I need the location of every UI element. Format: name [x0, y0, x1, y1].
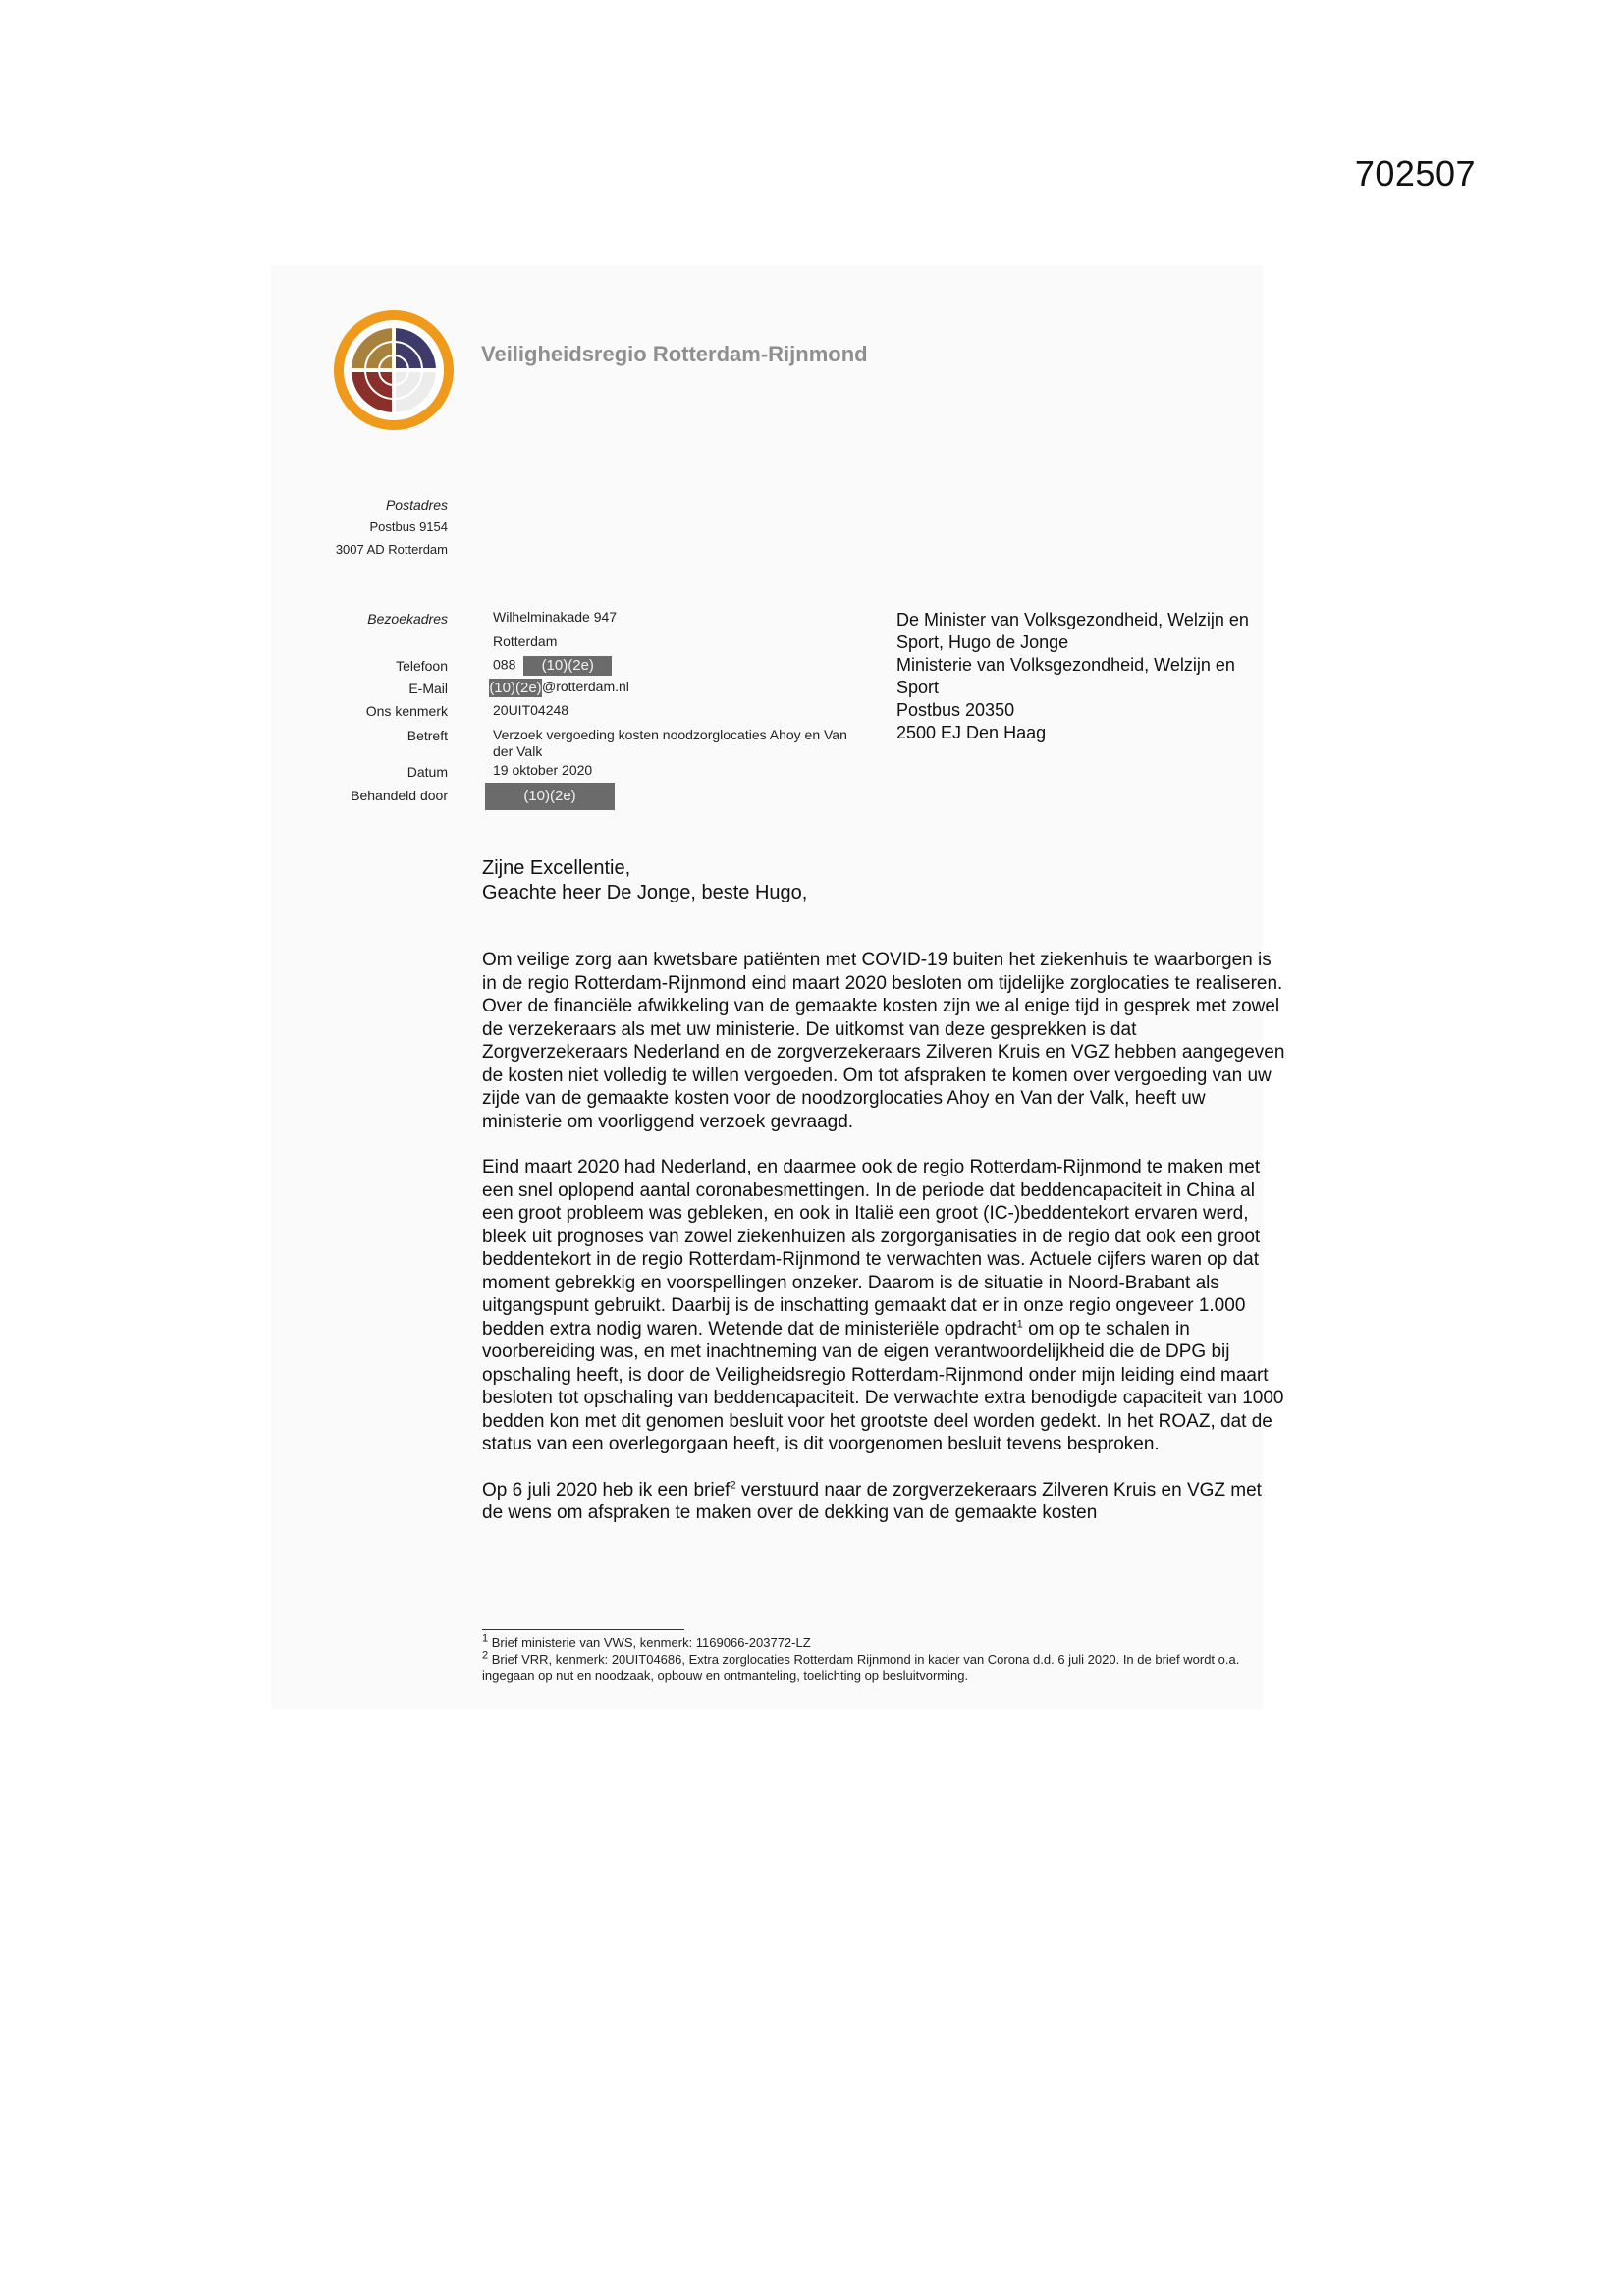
email-domain: @rotterdam.nl: [542, 679, 629, 695]
visit-line2: Rotterdam: [493, 633, 558, 649]
footnote-2: [482, 1651, 1258, 1684]
phone-prefix: 088: [493, 656, 516, 673]
phone-value: [493, 656, 612, 676]
footnote-ref-2: 2: [730, 1479, 736, 1492]
handled-by-redaction: (10)(2e): [485, 783, 615, 810]
footnote-mark: 2: [482, 1649, 489, 1662]
subject-label: Betreft: [406, 728, 448, 743]
body-paragraph-3: [482, 1479, 1287, 1525]
handled-by-label: Behandeld door: [351, 788, 448, 803]
body-text: verstuurd naar de zorgverzekeraars Zilveren Kruis en VGZ met de wens om afspraken te maken over de dekking van de gemaakte kosten: [482, 1479, 1262, 1523]
visit-label: Bezoekadres: [367, 611, 448, 627]
body-text: Op 6 juli 2020 heb ik een brief: [482, 1479, 731, 1501]
reference-value: 20UIT04248: [493, 702, 569, 718]
date-label: Datum: [406, 764, 448, 780]
subject-line1: Verzoek vergoeding kosten noodzorglocaties Ahoy en Van: [493, 727, 847, 742]
recipient-line: Sport: [896, 678, 940, 697]
footnote-ref-1: 1: [1016, 1318, 1023, 1331]
vrr-logo-emblem-icon: [330, 306, 458, 434]
recipient-line: De Minister van Volksgezondheid, Welzijn en: [896, 610, 1249, 629]
postal-label: Postadres: [385, 497, 448, 513]
date-value: 19 oktober 2020: [493, 762, 593, 778]
footnote-text: Brief ministerie van VWS, kenmerk: 1169066-203772-LZ: [488, 1635, 811, 1650]
postal-line1: Postbus 9154: [369, 519, 448, 534]
postal-line2: 3007 AD Rotterdam: [335, 542, 448, 557]
body-text: Eind maart 2020 had Nederland, en daarmee ook de regio Rotterdam-Rijnmond te maken met een snel oplopend aantal coronabesmettingen. In de periode dat beddencapaciteit in China al een groot probleem was gebleken, en ook in Italië een groot (IC-)beddentekort ervaren werd, bleek uit prognoses van zowel ziekenhuizen als zorgorganisaties in de regio dat ook een groot beddentekort in de regio Rotterdam-Rijnmond te verwachten was. Actuele cijfers waren op dat moment gebrekkig en voorspellingen onzeker. Daarom is de situatie in Noord-Brabant als uitgangspunt gebruikt. Daarbij is de inschatting gemaakt dat er in onze regio ongeveer 1.000 bedden extra nodig waren. Wetende dat de ministeriële opdracht: [482, 1157, 1261, 1339]
footnote-divider: [482, 1629, 684, 1630]
salutation-line2: Geachte heer De Jonge, beste Hugo,: [482, 882, 808, 903]
body-paragraph-2: [482, 1156, 1287, 1456]
reference-label: Ons kenmerk: [365, 703, 448, 719]
letter-body: [482, 949, 1287, 1548]
body-text: om op te schalen in voorbereiding was, en met inachtneming van de eigen verantwoordelijkheid die de DPG bij opschaling heeft, is door de Veiligheidsregio Rotterdam-Rijnmond onder mijn leiding eind maart besloten tot opschaling van beddencapaciteit. De verwachte extra benodigde capaciteit van 1000 bedden kon met dit genomen besluit voor het grootste deel worden gedekt. In het ROAZ, dat de status van een overlegorgaan heeft, is dit voorgenomen besluit tevens besproken.: [482, 1318, 1284, 1454]
recipient-line: 2500 EJ Den Haag: [896, 723, 1047, 742]
document-number: 702507: [1354, 153, 1476, 193]
recipient-line: Ministerie van Volksgezondheid, Welzijn en: [896, 655, 1235, 675]
phone-redaction: (10)(2e): [523, 656, 612, 676]
organization-name: Veiligheidsregio Rotterdam-Rijnmond: [481, 342, 868, 366]
salutation: [482, 856, 1287, 905]
footnote-mark: 1: [482, 1632, 489, 1645]
salutation-line1: Zijne Excellentie,: [482, 857, 631, 879]
subject-line2: der Valk: [493, 743, 543, 759]
recipient-line: Postbus 20350: [896, 700, 1015, 720]
footnote-text: Brief VRR, kenmerk: 20UIT04686, Extra zorglocaties Rotterdam Rijnmond in kader van Corona d.d. 6 juli 2020. In de brief wordt o.a. ingegaan op nut en noodzaak, opbouw en ontmanteling, toelichting op besluitvorming.: [482, 1652, 1240, 1683]
email-value: [489, 679, 629, 697]
recipient-line: Sport, Hugo de Jonge: [896, 632, 1069, 652]
phone-label: Telefoon: [396, 658, 448, 674]
email-redaction: (10)(2e): [489, 680, 542, 696]
email-label: E-Mail: [408, 681, 448, 696]
footnote-1: [482, 1634, 1258, 1651]
body-paragraph-1: Om veilige zorg aan kwetsbare patiënten met COVID-19 buiten het ziekenhuis te waarborgen is in de regio Rotterdam-Rijnmond eind maart 2020 besloten om tijdelijke zorglocaties te realiseren. Over de financiële afwikkeling van de gemaakte kosten zijn we al enige tijd in gesprek met zowel de verzekeraars als met uw ministerie. De uitkomst van deze gesprekken is dat Zorgverzekeraars Nederland en de zorgverzekeraars Zilveren Kruis en VGZ hebben aangegeven de kosten niet volledig te willen vergoeden. Om tot afspraken te komen over vergoeding van uw zijde van de gemaakte kosten voor de noodzorglocaties Ahoy en Van der Valk, heeft uw ministerie om voorliggend verzoek gevraagd.: [482, 950, 1285, 1132]
footnotes: [482, 1634, 1258, 1684]
handled-by-value: [485, 783, 615, 810]
visit-line1: Wilhelminakade 947: [493, 609, 618, 625]
recipient-address: [896, 609, 1289, 744]
